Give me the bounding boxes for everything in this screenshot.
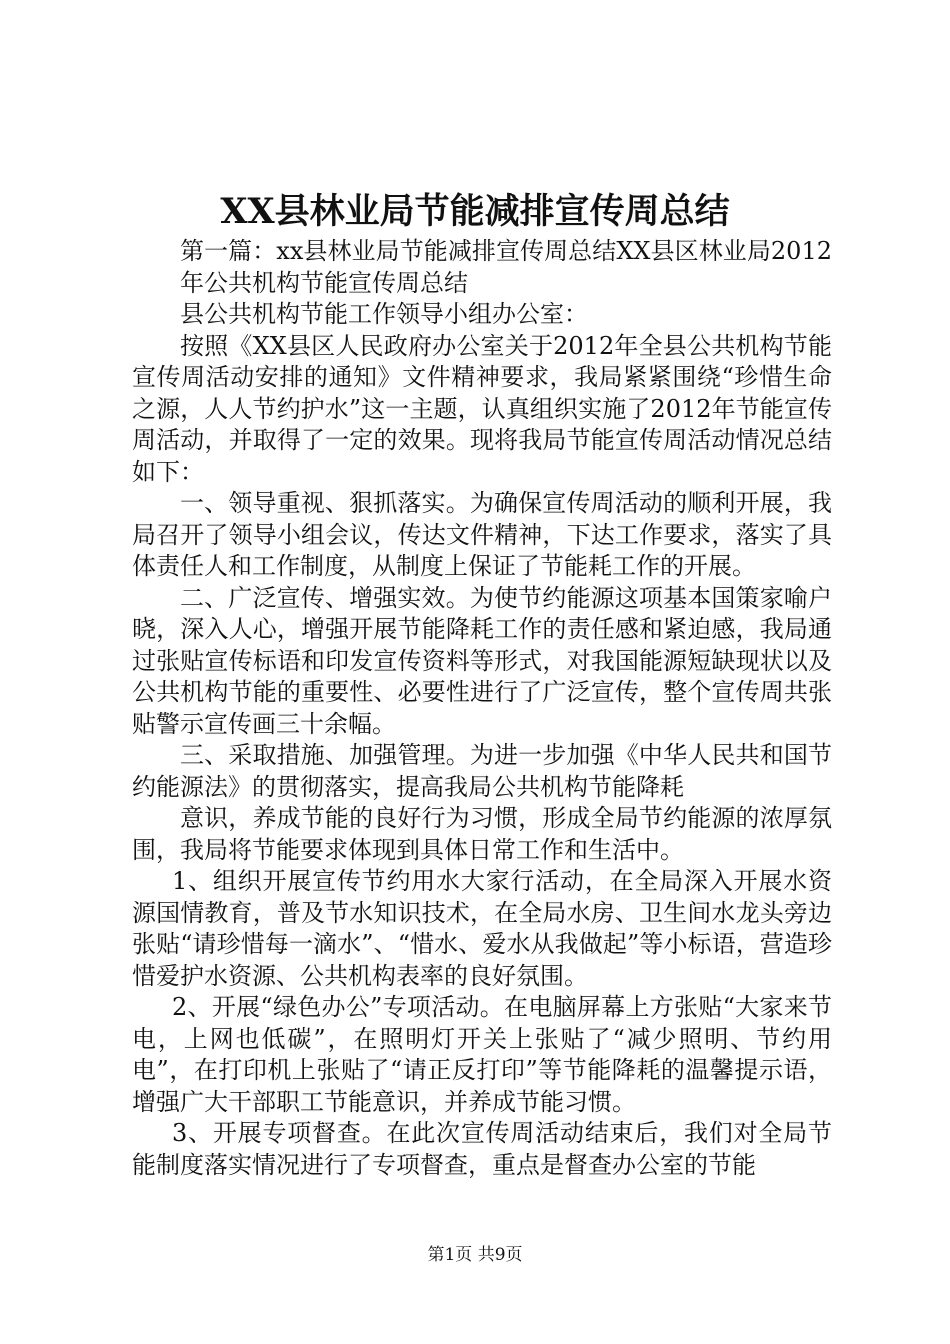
paragraph-section-1: 一、领导重视、狠抓落实。为确保宣传周活动的顺利开展，我局召开了领导小组会议，传达文件精神，下达工作要求，落实了具体责任人和工作制度，从制度上保证了节能耗工作的开展。	[132, 489, 832, 580]
paragraph-item-1: 1、组织开展宣传节约用水大家行活动，在全局深入开展水资源国情教育，普及节水知识技术，在全局水房、卫生间水龙头旁边张贴“请珍惜每一滴水”、“惜水、爱水从我做起”等小标语，营造珍惜爱护水资源、公共机构表率的良好氛围。	[132, 867, 832, 990]
paragraph-intro: 按照《XX县区人民政府办公室关于2012年全县公共机构节能宣传周活动安排的通知》文件精神要求，我局紧紧围绕“珍惜生命之源，人人节约护水”这一主题，认真组织实施了2012年节能宣传周活动，并取得了一定的效果。现将我局节能宣传周活动情况总结如下：	[132, 331, 832, 486]
paragraph-section-2: 二、广泛宣传、增强实效。为使节约能源这项基本国策家喻户晓，深入人心，增强开展节能降耗工作的责任感和紧迫感，我局通过张贴宣传标语和印发宣传资料等形式，对我国能源短缺现状以及公共机构节能的重要性、必要性进行了广泛宣传，整个宣传周共张贴警示宣传画三十余幅。	[132, 583, 832, 738]
paragraph-heading: 第一篇：xx县林业局节能减排宣传周总结XX县区林业局2012年公共机构节能宣传周总结	[180, 237, 832, 297]
document-body	[132, 236, 832, 1181]
paragraph-item-2: 2、开展“绿色办公”专项活动。在电脑屏幕上方张贴“大家来节电，上网也低碳”，在照明灯开关上张贴了“减少照明、节约用电”，在打印机上张贴了“请正反打印”等节能降耗的温馨提示语，增强广大干部职工节能意识，并养成节能习惯。	[132, 993, 832, 1116]
paragraph-section-3: 三、采取措施、加强管理。为进一步加强《中华人民共和国节约能源法》的贯彻落实，提高我局公共机构节能降耗	[132, 741, 832, 801]
paragraph-salutation: 县公共机构节能工作领导小组办公室：	[180, 300, 588, 328]
page-footer: 第1页 共9页	[427, 1245, 523, 1265]
paragraph-section-3-cont: 意识，养成节能的良好行为习惯，形成全局节约能源的浓厚氛围，我局将节能要求体现到具体日常工作和生活中。	[132, 804, 832, 864]
paragraph-item-3: 3、开展专项督查。在此次宣传周活动结束后，我们对全局节能制度落实情况进行了专项督查，重点是督查办公室的节能	[132, 1119, 832, 1179]
document-title: XX县林业局节能减排宣传周总结	[220, 191, 730, 232]
